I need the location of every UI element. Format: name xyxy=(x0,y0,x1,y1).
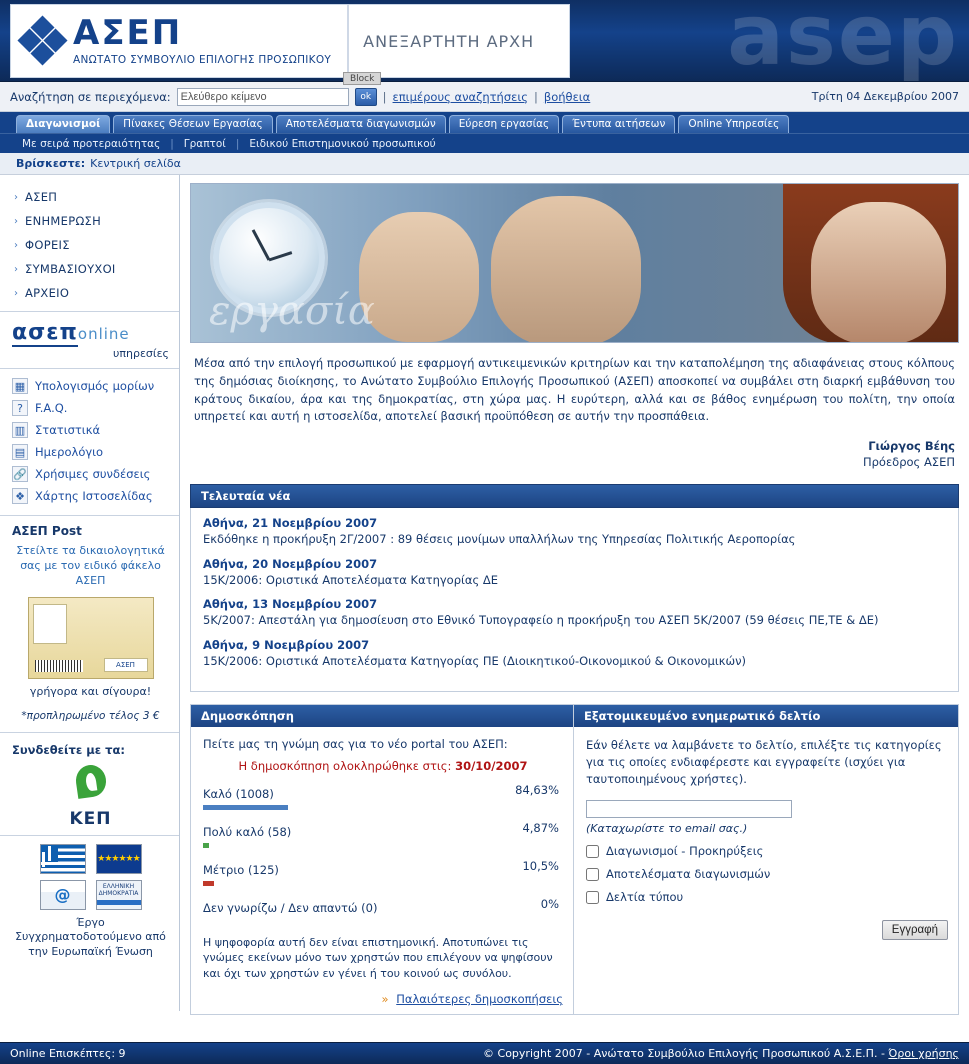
newsletter-email-input[interactable] xyxy=(586,800,792,818)
news-item-text: 15Κ/2006: Οριστικά Αποτελέσματα Κατηγορίας ΔΕ xyxy=(203,572,499,587)
newsletter-description: Εάν θέλετε να λαμβάνετε το δελτίο, επιλέξτε τις κατηγορίες για τις οποίες ενδιαφέρεστε και εγγραφείτε (ισχύει για ταυτοποιημένους χρήστες). xyxy=(586,737,942,786)
poll-question: Πείτε μας τη γνώμη σας για το νέο portal του ΑΣΕΠ: xyxy=(203,736,508,751)
newsletter-checkbox-row[interactable] xyxy=(586,890,948,904)
newsletter-checkbox-row[interactable] xyxy=(586,844,948,858)
main-column xyxy=(180,175,969,1011)
hero-watermark-text: εργασία xyxy=(209,288,375,334)
tool-item-imerologio[interactable] xyxy=(0,441,179,463)
newsletter-email-hint: (Καταχωρίστε το email σας.) xyxy=(586,822,748,836)
poll-option-pct: 0% xyxy=(540,896,559,911)
main-nav xyxy=(0,112,969,133)
hero-person-1 xyxy=(359,212,479,342)
chevron-right-icon: › xyxy=(14,215,18,227)
calculator-icon: ▦ xyxy=(12,378,28,394)
poll-closed-text: Η δημοσκόπηση ολοκληρώθηκε στις: xyxy=(238,758,452,773)
chevron-right-icon: › xyxy=(14,287,18,299)
sub-nav xyxy=(0,133,969,153)
asep-online-logo-text: ασεπ xyxy=(12,320,78,345)
search-separator-1: | xyxy=(382,89,387,104)
asep-post-note: *προπληρωμένο τέλος 3 € xyxy=(21,709,160,722)
search-input[interactable] xyxy=(177,88,349,106)
poll-option-bar xyxy=(203,805,563,810)
newsletter-header: Εξατομικευμένο ενημερωτικό δελτίο xyxy=(574,705,958,727)
logo-main-text: ΑΣΕΠ xyxy=(73,13,183,54)
newsletter-body xyxy=(574,727,958,949)
eu-funding-box xyxy=(0,836,179,971)
intro-paragraph: Μέσα από την επιλογή προσωπικού με εφαρμογή αντικειμενικών κριτηρίων και την καταπολέμηση της αδιαφάνειας στους κόλπους της δημόσιας διοίκησης, το Ανώτατο Συμβούλιο Επιλογής Προσωπικού (ΑΣΕΠ) αποσκοπεί να συμβάλει στη διαρκή εμβάθυνση του κράτους δικαίου, άρα και της δημοκρατίας, στη χώρα μας. Η ευρύτερη, αλλά και σε βάθος ενημέρωση του πολίτη, την οποία υπηρετεί και αυτή η ιστοσελίδα, αποτελεί βασική προϋπόθεση σε αυτήν την προσπάθεια. xyxy=(194,356,955,424)
poll-body xyxy=(191,727,573,1015)
subnav-divider-1: | xyxy=(170,137,174,150)
sidebar-item-foreis[interactable] xyxy=(0,233,179,257)
calendar-icon: ▤ xyxy=(12,444,28,460)
asep-post-box xyxy=(0,516,179,733)
subnav-divider-2: | xyxy=(235,137,240,150)
logo-text-block xyxy=(73,13,332,66)
checkbox-diagonismoi[interactable] xyxy=(586,845,599,858)
search-bar xyxy=(0,74,969,112)
current-date: Τρίτη 04 Δεκεμβρίου 2007 xyxy=(811,90,959,103)
tool-item-label: Στατιστικά xyxy=(35,423,101,437)
kep-title: Συνδεθείτε με τα: xyxy=(12,742,125,757)
search-submit-button[interactable]: ok xyxy=(355,88,377,106)
nav-tab-online-ypiresies[interactable]: Online Υπηρεσίες xyxy=(678,115,789,133)
eu-flag-icon xyxy=(96,844,142,874)
bullet-icon: » xyxy=(381,992,389,1007)
asep-post-fast-text: γρήγορα και σίγουρα! xyxy=(29,684,152,698)
tool-item-label: Χάρτης Ιστοσελίδας xyxy=(35,489,153,503)
tool-item-label: Ημερολόγιο xyxy=(35,445,104,459)
nav-tab-apotelesmata[interactable]: Αποτελέσματα διαγωνισμών xyxy=(276,115,446,133)
asep-diamond-icon xyxy=(21,19,65,63)
poll-option-label: Καλό (1008) xyxy=(203,786,274,801)
sidebar-item-label: ΦΟΡΕΙΣ xyxy=(25,238,70,252)
news-item-date: Αθήνα, 9 Νοεμβρίου 2007 xyxy=(203,637,370,652)
block-tab-label: Block xyxy=(343,72,381,85)
hero-image xyxy=(190,183,959,343)
greek-state-emblem-icon xyxy=(96,880,142,910)
poll-option-label: Πολύ καλό (58) xyxy=(203,824,292,839)
sidebar-item-symvasiouchoi[interactable] xyxy=(0,257,179,281)
logo-authority-text: ΑΝΕΞΑΡΤΗΤΗ ΑΡΧΗ xyxy=(363,31,535,51)
poll-option-bar xyxy=(203,881,563,886)
signature-role: Πρόεδρος ΑΣΕΠ xyxy=(862,455,955,470)
breadcrumb xyxy=(0,153,969,175)
newsletter-panel xyxy=(574,705,958,1015)
site-header xyxy=(0,0,969,82)
sidebar-item-asep[interactable] xyxy=(0,185,179,209)
tool-item-faq[interactable] xyxy=(0,397,179,419)
sidebar-item-label: ΑΡΧΕΙΟ xyxy=(25,286,70,300)
eu-funding-caption: Έργο Συγχρηματοδοτούμενο από την Ευρωπαϊκή Ένωση xyxy=(15,915,166,959)
search-separator-2: | xyxy=(534,89,538,104)
poll-disclaimer: Η ψηφοφορία αυτή δεν είναι επιστημονική. Αποτυπώνει τις γνώμες εκείνων μόνο των χρηστών που επιλέγουν να ψηφίσουν και όχι των χρηστών εν γένει ή του κοινού ως συνόλου. xyxy=(203,935,553,981)
news-item-date: Αθήνα, 20 Νοεμβρίου 2007 xyxy=(203,556,378,571)
news-item-date: Αθήνα, 13 Νοεμβρίου 2007 xyxy=(203,597,378,612)
help-link[interactable]: βοήθεια xyxy=(543,89,591,104)
poll-header: Δημοσκόπηση xyxy=(191,705,573,727)
nav-tab-evresi-ergasias[interactable]: Εύρεση εργασίας xyxy=(449,115,559,133)
nav-tab-entypa-aitiseon[interactable]: Έντυπα αιτήσεων xyxy=(562,115,675,133)
poll-panel xyxy=(191,705,574,1015)
detailed-search-link[interactable]: επιμέρους αναζητήσεις xyxy=(392,89,528,104)
sidebar-item-label: ΑΣΕΠ xyxy=(25,190,58,204)
flag-row-2 xyxy=(12,880,169,910)
poll-option-bar xyxy=(203,843,563,848)
flag-row-1 xyxy=(12,844,169,874)
latest-news-list xyxy=(190,508,959,691)
poll-closed-notice xyxy=(203,759,563,773)
asep-online-logo xyxy=(12,320,130,345)
signature-block xyxy=(190,426,959,470)
envelope-barcode-icon xyxy=(35,660,83,672)
sidebar xyxy=(0,175,180,1011)
asep-online-banner[interactable] xyxy=(0,312,179,369)
envelope-logo-label: ΑΣΕΠ xyxy=(104,658,148,672)
greek-flag-icon xyxy=(40,844,86,874)
chart-icon: ▥ xyxy=(12,422,28,438)
checkbox-label: Διαγωνισμοί - Προκηρύξεις xyxy=(606,844,764,859)
tool-item-label: Υπολογισμός μορίων xyxy=(35,379,155,393)
poll-option-label: Δεν γνωρίζω / Δεν απαντώ (0) xyxy=(203,900,378,915)
poll-option-label: Μέτριο (125) xyxy=(203,862,279,877)
kep-box xyxy=(0,733,179,836)
online-visitors: Online Επισκέπτες: 9 xyxy=(10,1047,126,1060)
news-item[interactable] xyxy=(203,516,948,548)
newsletter-submit-button[interactable]: Εγγραφή xyxy=(882,920,948,940)
link-icon: 🔗 xyxy=(13,467,27,481)
checkbox-label: Αποτελέσματα διαγωνισμών xyxy=(606,867,771,882)
news-item-text: 15Κ/2006: Οριστικά Αποτελέσματα Κατηγορίας ΠΕ (Διοικητικού-Οικονομικού & Οικονομικών) xyxy=(203,653,747,668)
poll-option-pct: 4,87% xyxy=(522,820,559,835)
content-area xyxy=(0,175,969,1011)
envelope-image xyxy=(28,597,154,679)
hero-person-3 xyxy=(811,202,946,343)
poll-option-row xyxy=(203,821,563,848)
checkbox-deltia-typou[interactable] xyxy=(586,891,599,904)
information-society-icon xyxy=(40,880,86,910)
poll-option-bar xyxy=(203,919,563,924)
signature-name: Γιώργος Βέης xyxy=(868,439,955,454)
nav-tab-diagonismoi[interactable]: Διαγωνισμοί xyxy=(16,115,110,133)
at-symbol: @ xyxy=(54,885,71,905)
sidebar-item-label: ΕΝΗΜΕΡΩΣΗ xyxy=(25,214,102,228)
subnav-item-eidikou-prosopikou[interactable]: Ειδικού Επιστημονικού προσωπικού xyxy=(249,137,436,150)
poll-option-pct: 84,63% xyxy=(515,782,559,797)
chevron-right-icon: › xyxy=(14,191,18,203)
poll-option-row xyxy=(203,897,563,924)
sidebar-item-label: ΣΥΜΒΑΣΙΟΥΧΟΙ xyxy=(25,262,116,276)
terms-of-use-link[interactable]: Όροι χρήσης xyxy=(888,1047,959,1060)
news-item[interactable] xyxy=(203,638,948,670)
chevron-right-icon: › xyxy=(14,239,18,251)
sidebar-menu xyxy=(0,175,179,312)
newsletter-checkbox-row[interactable] xyxy=(586,867,948,881)
sitemap-icon: ❖ xyxy=(12,488,28,504)
news-item[interactable] xyxy=(203,597,948,629)
eu-stars: ★★★★★★ xyxy=(97,853,140,864)
logo-sub-text: ΑΝΩΤΑΤΟ ΣΥΜΒΟΥΛΙΟ ΕΠΙΛΟΓΗΣ ΠΡΟΣΩΠΙΚΟΥ xyxy=(73,53,332,66)
tool-item-ypologismos-morion[interactable] xyxy=(0,375,179,397)
asep-post-text: Στείλτε τα δικαιολογητικά σας με τον ειδικό φάκελο ΑΣΕΠ xyxy=(16,544,165,587)
tool-item-label: Χρήσιμες συνδέσεις xyxy=(35,467,151,481)
news-item-text: 5Κ/2007: Απεστάλη για δημοσίευση στο Εθνικό Τυπογραφείο η προκήρυξη του ΑΣΕΠ 5Κ/2007 (59 θέσεις ΠΕ,ΤΕ & ΔΕ) xyxy=(203,613,879,628)
poll-older-link-row xyxy=(203,992,563,1006)
sidebar-item-enimerosi[interactable] xyxy=(0,209,179,233)
kep-leaf-icon xyxy=(64,765,118,807)
tool-item-label: F.A.Q. xyxy=(35,401,68,415)
poll-option-row xyxy=(203,783,563,810)
news-item-date: Αθήνα, 21 Νοεμβρίου 2007 xyxy=(203,516,378,531)
sidebar-tools xyxy=(0,369,179,516)
question-icon: ? xyxy=(12,400,28,416)
tool-item-chrisimes-syndeseis[interactable] xyxy=(0,463,179,485)
tool-item-chartis-istoselidas[interactable] xyxy=(0,485,179,507)
asep-post-title: ΑΣΕΠ Post xyxy=(12,524,82,538)
subnav-item-graptoi[interactable]: Γραπτοί xyxy=(183,137,226,150)
footer-copyright-block xyxy=(483,1047,959,1060)
breadcrumb-current: Κεντρική σελίδα xyxy=(90,157,181,170)
footer-copyright: © Copyright 2007 - Ανώτατο Συμβούλιο Επιλογής Προσωπικού Α.Σ.Ε.Π. - xyxy=(483,1047,885,1060)
poll-option-row xyxy=(203,859,563,886)
header-watermark-logo: asep xyxy=(727,0,959,82)
poll-closed-date: 30/10/2007 xyxy=(455,758,528,773)
checkbox-label: Δελτία τύπου xyxy=(606,890,684,905)
subnav-item-proteraiotitas[interactable]: Με σειρά προτεραιότητας xyxy=(22,137,161,150)
checkbox-apotelesmata[interactable] xyxy=(586,868,599,881)
bottom-panels xyxy=(190,704,959,1016)
nav-tab-pinakes-theseon[interactable]: Πίνακες Θέσεων Εργασίας xyxy=(113,115,273,133)
news-item[interactable] xyxy=(203,557,948,589)
greek-state-label: ΕΛΛΗΝΙΚΗ ΔΗΜΟΚΡΑΤΙΑ xyxy=(98,883,139,898)
chevron-right-icon: › xyxy=(14,263,18,275)
kep-name: ΚΕΠ xyxy=(69,808,112,829)
older-polls-link[interactable]: Παλαιότερες δημοσκοπήσεις xyxy=(396,992,563,1007)
breadcrumb-prefix: Βρίσκεστε: xyxy=(16,157,86,170)
tool-item-statistika[interactable] xyxy=(0,419,179,441)
site-logo[interactable] xyxy=(10,4,570,78)
poll-option-pct: 10,5% xyxy=(522,858,559,873)
asep-online-subtitle: υπηρεσίες xyxy=(113,347,169,360)
asep-online-word: online xyxy=(77,325,130,343)
search-label: Αναζήτηση σε περιεχόμενα: xyxy=(10,89,171,104)
envelope-stamp-icon xyxy=(33,604,67,644)
sidebar-item-archeio[interactable] xyxy=(0,281,179,305)
latest-news-header: Τελευταία νέα xyxy=(190,484,959,508)
hero-person-2 xyxy=(491,196,641,343)
news-item-text: Εκδόθηκε η προκήρυξη 2Γ/2007 : 89 θέσεις μονίμων υπαλλήλων της Υπηρεσίας Πολιτικής Αεροπορίας xyxy=(203,532,796,547)
site-footer xyxy=(0,1042,969,1064)
logo-authority-block xyxy=(347,5,534,77)
